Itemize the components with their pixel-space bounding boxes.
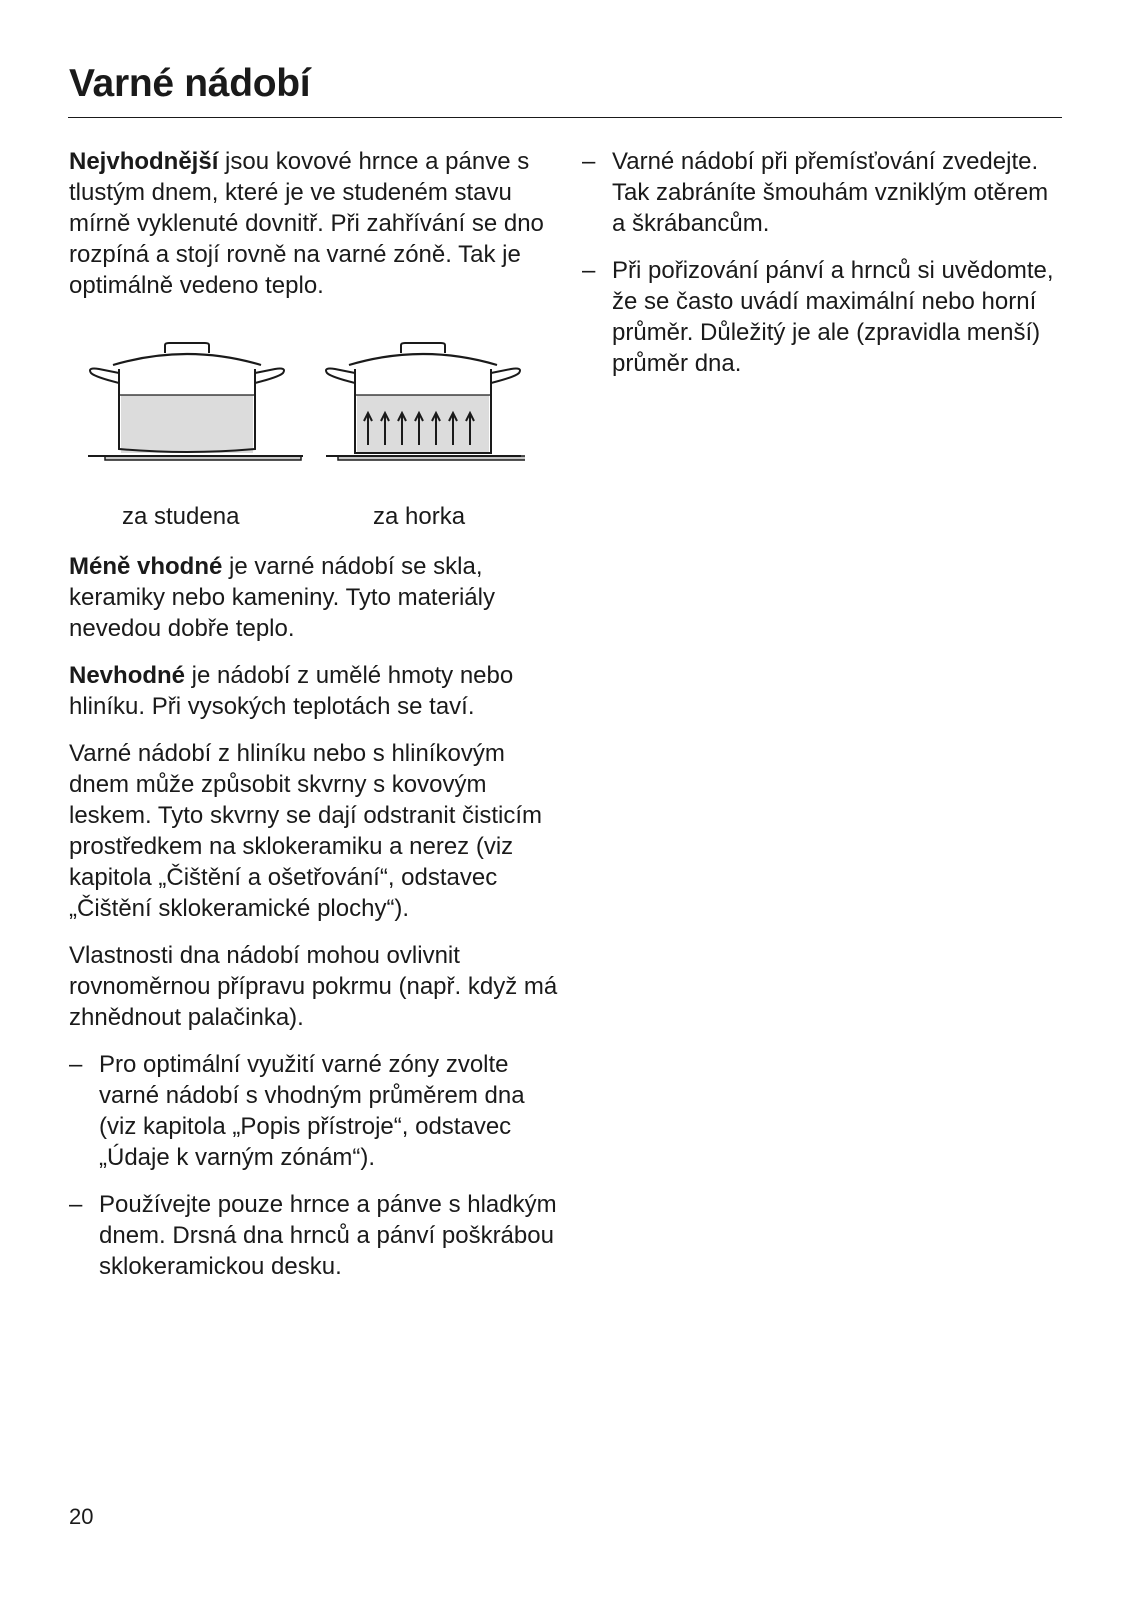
intro-paragraph	[69, 146, 559, 301]
intro-bold: Nejvhodnější	[69, 148, 219, 175]
less-suitable-paragraph	[69, 551, 559, 644]
caption-cold: za studena	[122, 503, 240, 530]
cold-pot-drawing	[88, 343, 303, 460]
list-item-text: Používejte pouze hrnce a pánve s hladkým dnem. Drsná dna hrnců a pánví poškrábou sklokeramickou desku.	[99, 1191, 557, 1280]
aluminium-paragraph: Varné nádobí z hliníku nebo s hliníkovým dnem může způsobit skvrny s kovovým leskem. Tyto skvrny se dají odstranit čisticím prostředkem na sklokeramiku a nerez (viz kapitola „Čištění a ošetřování“, odstavec „Čištění sklokeramické plochy“).	[69, 740, 543, 922]
caption-hot: za horka	[373, 503, 466, 530]
list-item-text: Pro optimální využití varné zóny zvolte varné nádobí s vhodným průměrem dna (viz kapitola „Popis přístroje“, odstavec „Údaje k varným zónám“).	[99, 1051, 525, 1171]
list-item	[582, 146, 1062, 239]
page-number: 20	[69, 1504, 94, 1529]
bullet-dash: –	[582, 148, 596, 175]
right-column	[582, 146, 1062, 395]
base-properties-paragraph: Vlastnosti dna nádobí mohou ovlivnit rovnoměrnou přípravu pokrmu (např. když má zhnědnout palačinka).	[69, 942, 558, 1031]
less-suitable-bold: Méně vhodné	[69, 553, 223, 580]
pot-illustration	[69, 321, 559, 539]
pot-diagram	[85, 321, 525, 461]
less-suitable-text: je varné nádobí se skla, keramiky nebo kameniny. Tyto materiály nevedou dobře teplo.	[69, 553, 495, 642]
left-column	[69, 146, 559, 1298]
bullet-dash: –	[69, 1191, 83, 1218]
list-item	[69, 1049, 559, 1173]
title-divider	[68, 117, 1062, 118]
unsuitable-text: je nádobí z umělé hmoty nebo hliníku. Při vysokých teplotách se taví.	[69, 662, 514, 720]
intro-text: jsou kovové hrnce a pánve s tlustým dnem, které je ve studeném stavu mírně vyklenuté dovnitř. Při zahřívání se dno rozpíná a stojí rovně na varné zóně. Tak je optimálně vedeno teplo.	[69, 148, 544, 299]
bullet-dash: –	[69, 1051, 83, 1078]
unsuitable-paragraph	[69, 660, 559, 722]
hot-pot-drawing	[326, 343, 525, 460]
list-item-text: Při pořizování pánví a hrnců si uvědomte, že se často uvádí maximální nebo horní průměr. Důležitý je ale (zpravidla menší) průměr dna.	[612, 257, 1054, 377]
bullet-dash: –	[582, 257, 596, 284]
unsuitable-bold: Nevhodné	[69, 662, 186, 689]
page-title: Varné nádobí	[69, 62, 311, 105]
list-item	[69, 1189, 559, 1282]
list-item-text: Varné nádobí při přemísťování zvedejte. Tak zabráníte šmouhám vzniklým otěrem a škrábancům.	[612, 148, 1049, 237]
list-item	[582, 255, 1062, 379]
